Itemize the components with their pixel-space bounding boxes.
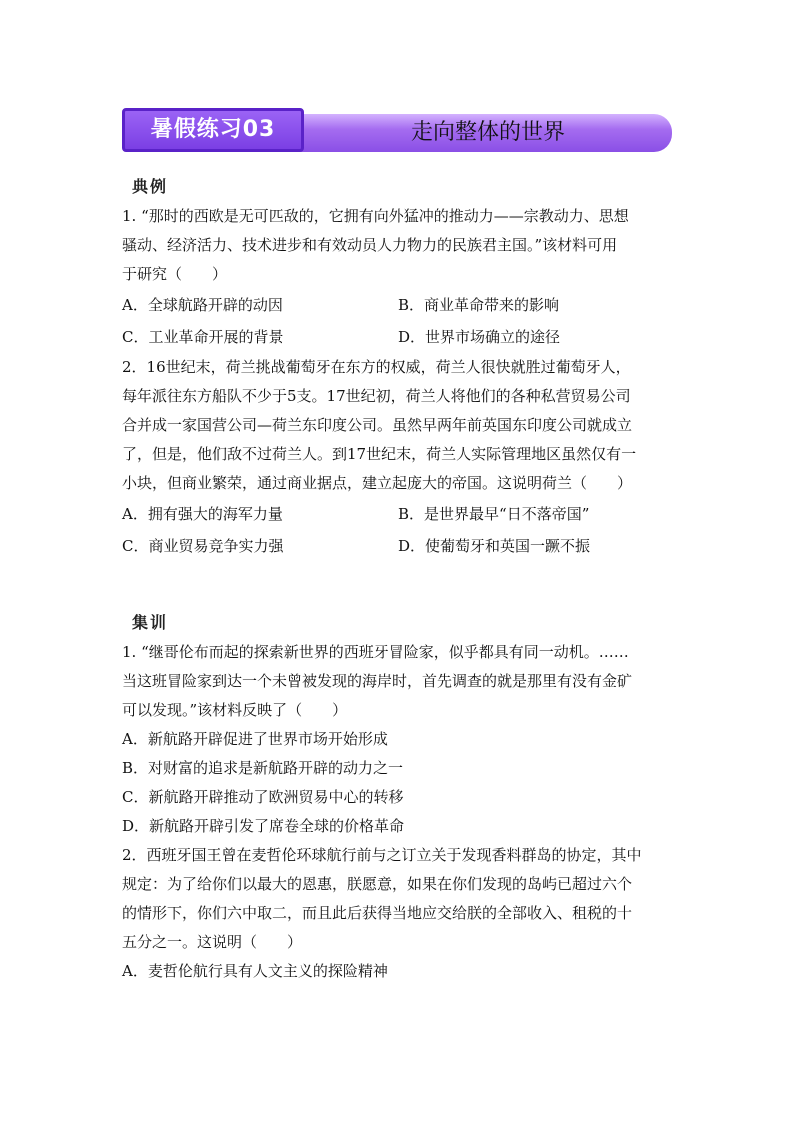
options-row [122, 498, 674, 530]
question-line: 合并成一家国营公司—荷兰东印度公司。虽然早两年前英国东印度公司就成立 [122, 416, 633, 434]
document-body [122, 172, 674, 986]
section-heading-examples: 典例 [132, 177, 169, 196]
question-line: 规定：为了给你们以最大的恩惠，朕愿意，如果在你们发现的岛屿已超过六个 [122, 875, 633, 893]
question-example-1 [122, 202, 674, 353]
question-line: 2．西班牙国王曾在麦哲伦环球航行前与之订立关于发现香料群岛的协定，其中 [122, 846, 642, 864]
question-line: 1. “继哥伦布而起的探索新世界的西班牙冒险家，似乎都具有同一动机。…… [122, 643, 629, 661]
question-line: 了，但是，他们敌不过荷兰人。到17世纪末，荷兰人实际管理地区虽然仅有一 [122, 445, 637, 463]
question-line: 五分之一。这说明（ ） [122, 933, 303, 951]
option-c: C．商业贸易竞争实力强 [122, 537, 284, 555]
question-line: 1. “那时的西欧是无可匹敌的，它拥有向外猛冲的推动力——宗教动力、思想 [122, 207, 629, 225]
options-row [122, 530, 674, 562]
option-a: A．拥有强大的海军力量 [122, 505, 283, 523]
question-line: 骚动、经济活力、技术进步和有效动员人力物力的民族君主国。”该材料可用 [122, 236, 618, 254]
question-example-2 [122, 353, 674, 562]
option-a: A．全球航路开辟的动因 [122, 296, 283, 314]
exercise-tag: 暑假练习03 [122, 108, 304, 152]
section-banner [122, 108, 674, 156]
option-d: D．使葡萄牙和英国一蹶不振 [398, 537, 591, 555]
option-a: A．新航路开辟促进了世界市场开始形成 [122, 730, 388, 748]
question-line: 每年派往东方船队不少于5支。17世纪初，荷兰人将他们的各种私营贸易公司 [122, 387, 631, 405]
option-c: C．新航路开辟推动了欧洲贸易中心的转移 [122, 788, 404, 806]
question-line: 于研究（ ） [122, 265, 228, 283]
question-drill-2 [122, 841, 674, 986]
option-b: B．商业革命带来的影响 [398, 296, 560, 314]
question-line: 的情形下，你们六中取二，而且此后获得当地应交给朕的全部收入、租税的十 [122, 904, 633, 922]
option-b: B．对财富的追求是新航路开辟的动力之一 [122, 759, 404, 777]
question-line: 当这班冒险家到达一个未曾被发现的海岸时，首先调查的就是那里有没有金矿 [122, 672, 633, 690]
question-drill-1 [122, 638, 674, 841]
options-row [122, 321, 674, 353]
page-title: 走向整体的世界 [410, 120, 565, 145]
section-heading-drills: 集训 [132, 613, 169, 632]
options-row [122, 289, 674, 321]
option-c: C．工业革命开展的背景 [122, 328, 284, 346]
option-d: D．世界市场确立的途径 [398, 328, 561, 346]
section-spacer [122, 562, 674, 608]
option-b: B．是世界最早“日不落帝国” [398, 505, 590, 523]
option-d: D．新航路开辟引发了席卷全球的价格革命 [122, 817, 405, 835]
option-a: A．麦哲伦航行具有人文主义的探险精神 [122, 962, 388, 980]
question-line: 小块，但商业繁荣，通过商业据点，建立起庞大的帝国。这说明荷兰（ ） [122, 474, 633, 492]
question-line: 2．16世纪末，荷兰挑战葡萄牙在东方的权威，荷兰人很快就胜过葡萄牙人， [122, 358, 631, 376]
question-line: 可以发现。”该材料反映了（ ） [122, 701, 348, 719]
